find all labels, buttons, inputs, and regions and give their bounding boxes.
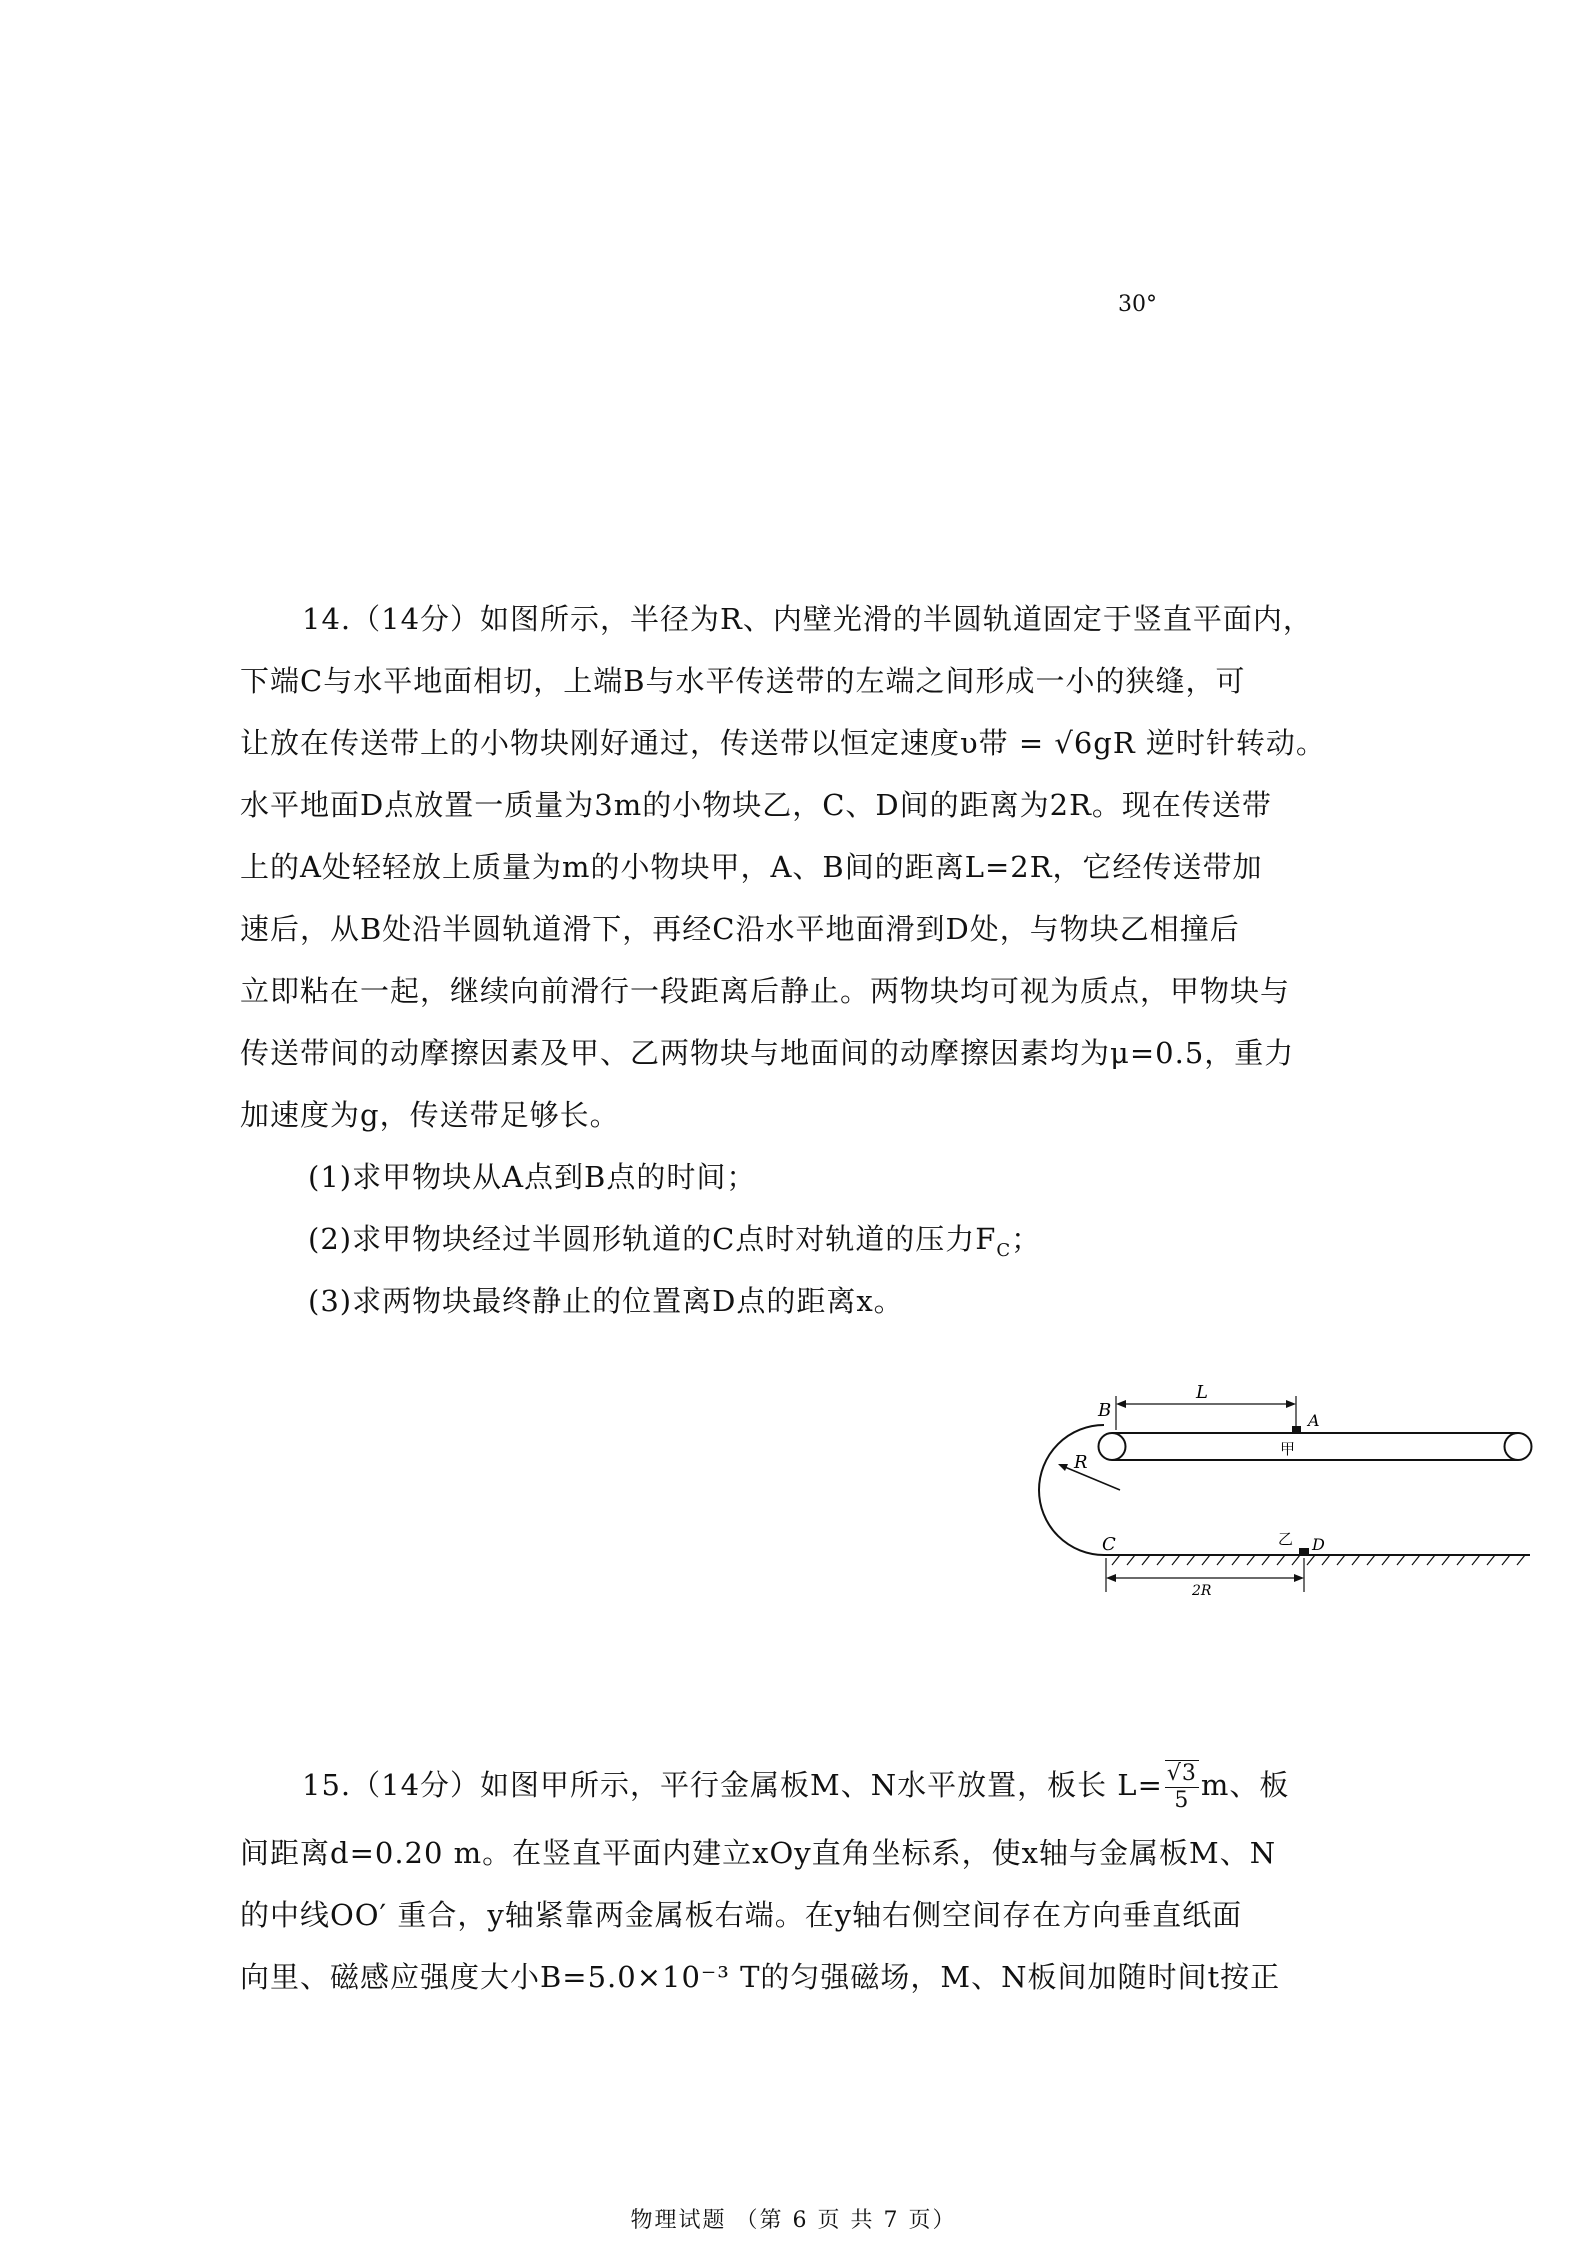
block-yi bbox=[1299, 1548, 1309, 1555]
q15-line: 的中线OO′ 重合，y轴紧靠两金属板右端。在y轴右侧空间存在方向垂直纸面 bbox=[240, 1898, 1243, 1932]
q14-line: 上的A处轻轻放上质量为m的小物块甲，A、B间的距离L=2R，它经传送带加 bbox=[240, 850, 1263, 884]
q14-sub-question-2 bbox=[240, 1208, 1350, 1270]
q14-line: 下端C与水平地面相切，上端B与水平传送带的左端之间形成一小的狭缝，可 bbox=[240, 664, 1246, 698]
label-R: R bbox=[1074, 1452, 1088, 1473]
label-A: A bbox=[1308, 1411, 1320, 1430]
question-15 bbox=[240, 1748, 1350, 2008]
q14-sub2-text: (2)求甲物块经过半圆形轨道的C点时对轨道的压力F bbox=[308, 1222, 997, 1256]
label-2R: 2R bbox=[1192, 1583, 1212, 1599]
q14-sub2-suffix: ； bbox=[1011, 1222, 1042, 1256]
q14-line: 14.（14分）如图所示，半径为R、内壁光滑的半圆轨道固定于竖直平面内， bbox=[302, 602, 1313, 636]
2R-dim-arrow-right bbox=[1294, 1574, 1304, 1582]
label-L: L bbox=[1196, 1382, 1208, 1403]
label-yi: 乙 bbox=[1278, 1530, 1294, 1548]
belt-left-pulley bbox=[1099, 1433, 1126, 1460]
angle-label: 30° bbox=[1118, 292, 1157, 317]
radius-arrowhead bbox=[1058, 1464, 1068, 1471]
label-D: D bbox=[1312, 1535, 1325, 1554]
q14-line: 加速度为g，传送带足够长。 bbox=[240, 1098, 620, 1132]
L-dim-arrow-left bbox=[1116, 1400, 1126, 1408]
label-C: C bbox=[1102, 1534, 1116, 1555]
q15-line-1 bbox=[240, 1748, 1350, 1822]
ground-hatching bbox=[1112, 1555, 1525, 1565]
fraction-numerator: √3 bbox=[1166, 1761, 1197, 1786]
fraction-denominator: 5 bbox=[1174, 1788, 1190, 1813]
radius-arrow bbox=[1060, 1465, 1120, 1490]
force-subscript: C bbox=[996, 1239, 1012, 1261]
label-B: B bbox=[1098, 1400, 1112, 1421]
q15-line: 间距离d=0.20 m。在竖直平面内建立xOy直角坐标系，使x轴与金属板M、N bbox=[240, 1836, 1277, 1870]
page-footer: 物理试题 （第 6 页 共 7 页） bbox=[630, 2208, 957, 2233]
question-14 bbox=[240, 588, 1350, 1332]
q14-line: 让放在传送带上的小物块刚好通过，传送带以恒定速度υ带 = √6gR 逆时针转动。 bbox=[240, 726, 1326, 760]
length-fraction bbox=[1165, 1760, 1199, 1814]
L-dim-arrow-right bbox=[1286, 1400, 1296, 1408]
2R-dim-arrow-left bbox=[1106, 1574, 1116, 1582]
q14-sub-question-1: (1)求甲物块从A点到B点的时间； bbox=[308, 1160, 757, 1194]
q15-line1-post: m、板 bbox=[1200, 1768, 1290, 1802]
q14-line: 速后，从B处沿半圆轨道滑下，再经C沿水平地面滑到D处，与物块乙相撞后 bbox=[240, 912, 1240, 946]
conveyor-semicircle-figure bbox=[1020, 1380, 1540, 1620]
q15-line1-pre: 15.（14分）如图甲所示，平行金属板M、N水平放置，板长 L= bbox=[302, 1768, 1163, 1802]
label-jia: 甲 bbox=[1280, 1440, 1296, 1458]
semicircle-track bbox=[1039, 1425, 1104, 1555]
q14-line: 水平地面D点放置一质量为3m的小物块乙，C、D间的距离为2R。现在传送带 bbox=[240, 788, 1272, 822]
belt-right-pulley bbox=[1505, 1433, 1532, 1460]
q15-line: 向里、磁感应强度大小B=5.0×10⁻³ T的匀强磁场，M、N板间加随时间t按正 bbox=[240, 1960, 1281, 1994]
q14-line: 立即粘在一起，继续向前滑行一段距离后静止。两物块均可视为质点，甲物块与 bbox=[240, 974, 1291, 1008]
block-jia bbox=[1292, 1426, 1301, 1433]
q14-line: 传送带间的动摩擦因素及甲、乙两物块与地面间的动摩擦因素均为μ=0.5，重力 bbox=[240, 1036, 1295, 1070]
q14-sub-question-3: (3)求两物块最终静止的位置离D点的距离x。 bbox=[308, 1284, 904, 1318]
